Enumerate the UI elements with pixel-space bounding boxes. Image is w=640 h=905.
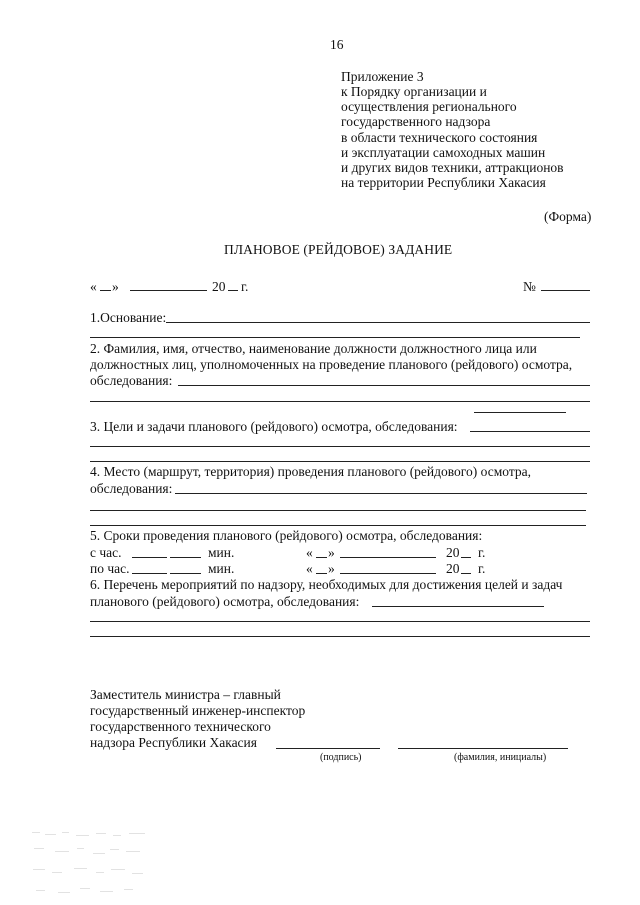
year-prefix: 20: [212, 279, 226, 294]
from-hour-label: с час.: [90, 545, 122, 560]
section1-line-2[interactable]: [90, 337, 580, 338]
signature-blank[interactable]: [276, 748, 380, 749]
from-year-blank[interactable]: [461, 557, 471, 558]
number-blank[interactable]: [541, 290, 590, 291]
to-minute-blank[interactable]: [170, 573, 201, 574]
date-quote-close: »: [112, 279, 119, 294]
section1-label: 1.Основание:: [90, 310, 167, 325]
to-hour-blank[interactable]: [132, 573, 167, 574]
year-blank[interactable]: [228, 290, 238, 291]
signature-line: надзора Республики Хакасия: [90, 735, 257, 750]
to-date-quote-open: «: [306, 561, 313, 576]
section2-line3: обследования:: [90, 373, 173, 388]
appendix-line: на территории Республики Хакасия: [341, 175, 546, 190]
from-month-blank[interactable]: [340, 557, 436, 558]
from-day-blank[interactable]: [316, 557, 327, 558]
section4-line[interactable]: [175, 493, 587, 494]
page-number: 16: [330, 37, 344, 52]
appendix-line: и эксплуатации самоходных машин: [341, 145, 546, 160]
name-blank[interactable]: [398, 748, 568, 749]
section2-line-3[interactable]: [474, 412, 566, 413]
to-month-blank[interactable]: [340, 573, 436, 574]
scan-artifact: [30, 830, 155, 900]
form-label: (Форма): [544, 209, 592, 224]
to-year-prefix: 20: [446, 561, 460, 576]
section2-line2: должностных лиц, уполномоченных на проведение планового (рейдового) осмотра,: [90, 357, 573, 372]
section3-line-3[interactable]: [90, 461, 590, 462]
section1-line[interactable]: [166, 322, 590, 323]
day-blank[interactable]: [100, 290, 111, 291]
appendix-line: к Порядку организации и: [341, 84, 487, 99]
section6-line-3[interactable]: [90, 636, 590, 637]
month-blank[interactable]: [130, 290, 207, 291]
from-minute-label: мин.: [208, 545, 235, 560]
appendix-line: в области технического состояния: [341, 130, 538, 145]
from-year-suffix: г.: [478, 545, 486, 560]
section4-line2: обследования:: [90, 481, 173, 496]
signature-line: государственный инженер-инспектор: [90, 703, 306, 718]
signature-line: государственного технического: [90, 719, 271, 734]
from-year-prefix: 20: [446, 545, 460, 560]
section5-label: 5. Сроки проведения планового (рейдового) осмотра, обследования:: [90, 528, 483, 543]
section6-line1: 6. Перечень мероприятий по надзору, необходимых для достижения целей и задач: [90, 577, 563, 592]
section6-line-2[interactable]: [90, 621, 590, 622]
to-year-suffix: г.: [478, 561, 486, 576]
from-date-quote-close: »: [328, 545, 335, 560]
date-quote-open: «: [90, 279, 97, 294]
number-label: №: [523, 279, 536, 294]
section3-label: 3. Цели и задачи планового (рейдового) осмотра, обследования:: [90, 419, 458, 434]
section6-line[interactable]: [372, 606, 544, 607]
section4-line1: 4. Место (маршрут, территория) проведения планового (рейдового) осмотра,: [90, 464, 531, 479]
section2-line-2[interactable]: [90, 401, 590, 402]
to-day-blank[interactable]: [316, 573, 327, 574]
from-date-quote-open: «: [306, 545, 313, 560]
document-title: ПЛАНОВОЕ (РЕЙДОВОЕ) ЗАДАНИЕ: [224, 242, 453, 257]
from-minute-blank[interactable]: [170, 557, 201, 558]
appendix-line: и других видов техники, аттракционов: [341, 160, 564, 175]
appendix-line: осуществления регионального: [341, 99, 517, 114]
section6-line2: планового (рейдового) осмотра, обследования:: [90, 594, 360, 609]
to-year-blank[interactable]: [461, 573, 471, 574]
name-caption: (фамилия, инициалы): [454, 752, 547, 763]
signature-caption: (подпись): [320, 752, 362, 763]
section3-line[interactable]: [470, 431, 590, 432]
from-hour-blank[interactable]: [132, 557, 167, 558]
appendix-line: Приложение 3: [341, 69, 424, 84]
section2-line1: 2. Фамилия, имя, отчество, наименование должности должностного лица или: [90, 341, 537, 356]
year-suffix: г.: [241, 279, 249, 294]
appendix-line: государственного надзора: [341, 114, 491, 129]
signature-line: Заместитель министра – главный: [90, 687, 281, 702]
section3-line-2[interactable]: [90, 446, 590, 447]
section4-line-2[interactable]: [90, 510, 586, 511]
section4-line-3[interactable]: [90, 525, 586, 526]
to-minute-label: мин.: [208, 561, 235, 576]
section2-line[interactable]: [178, 385, 590, 386]
to-date-quote-close: »: [328, 561, 335, 576]
to-hour-label: по час.: [90, 561, 130, 576]
